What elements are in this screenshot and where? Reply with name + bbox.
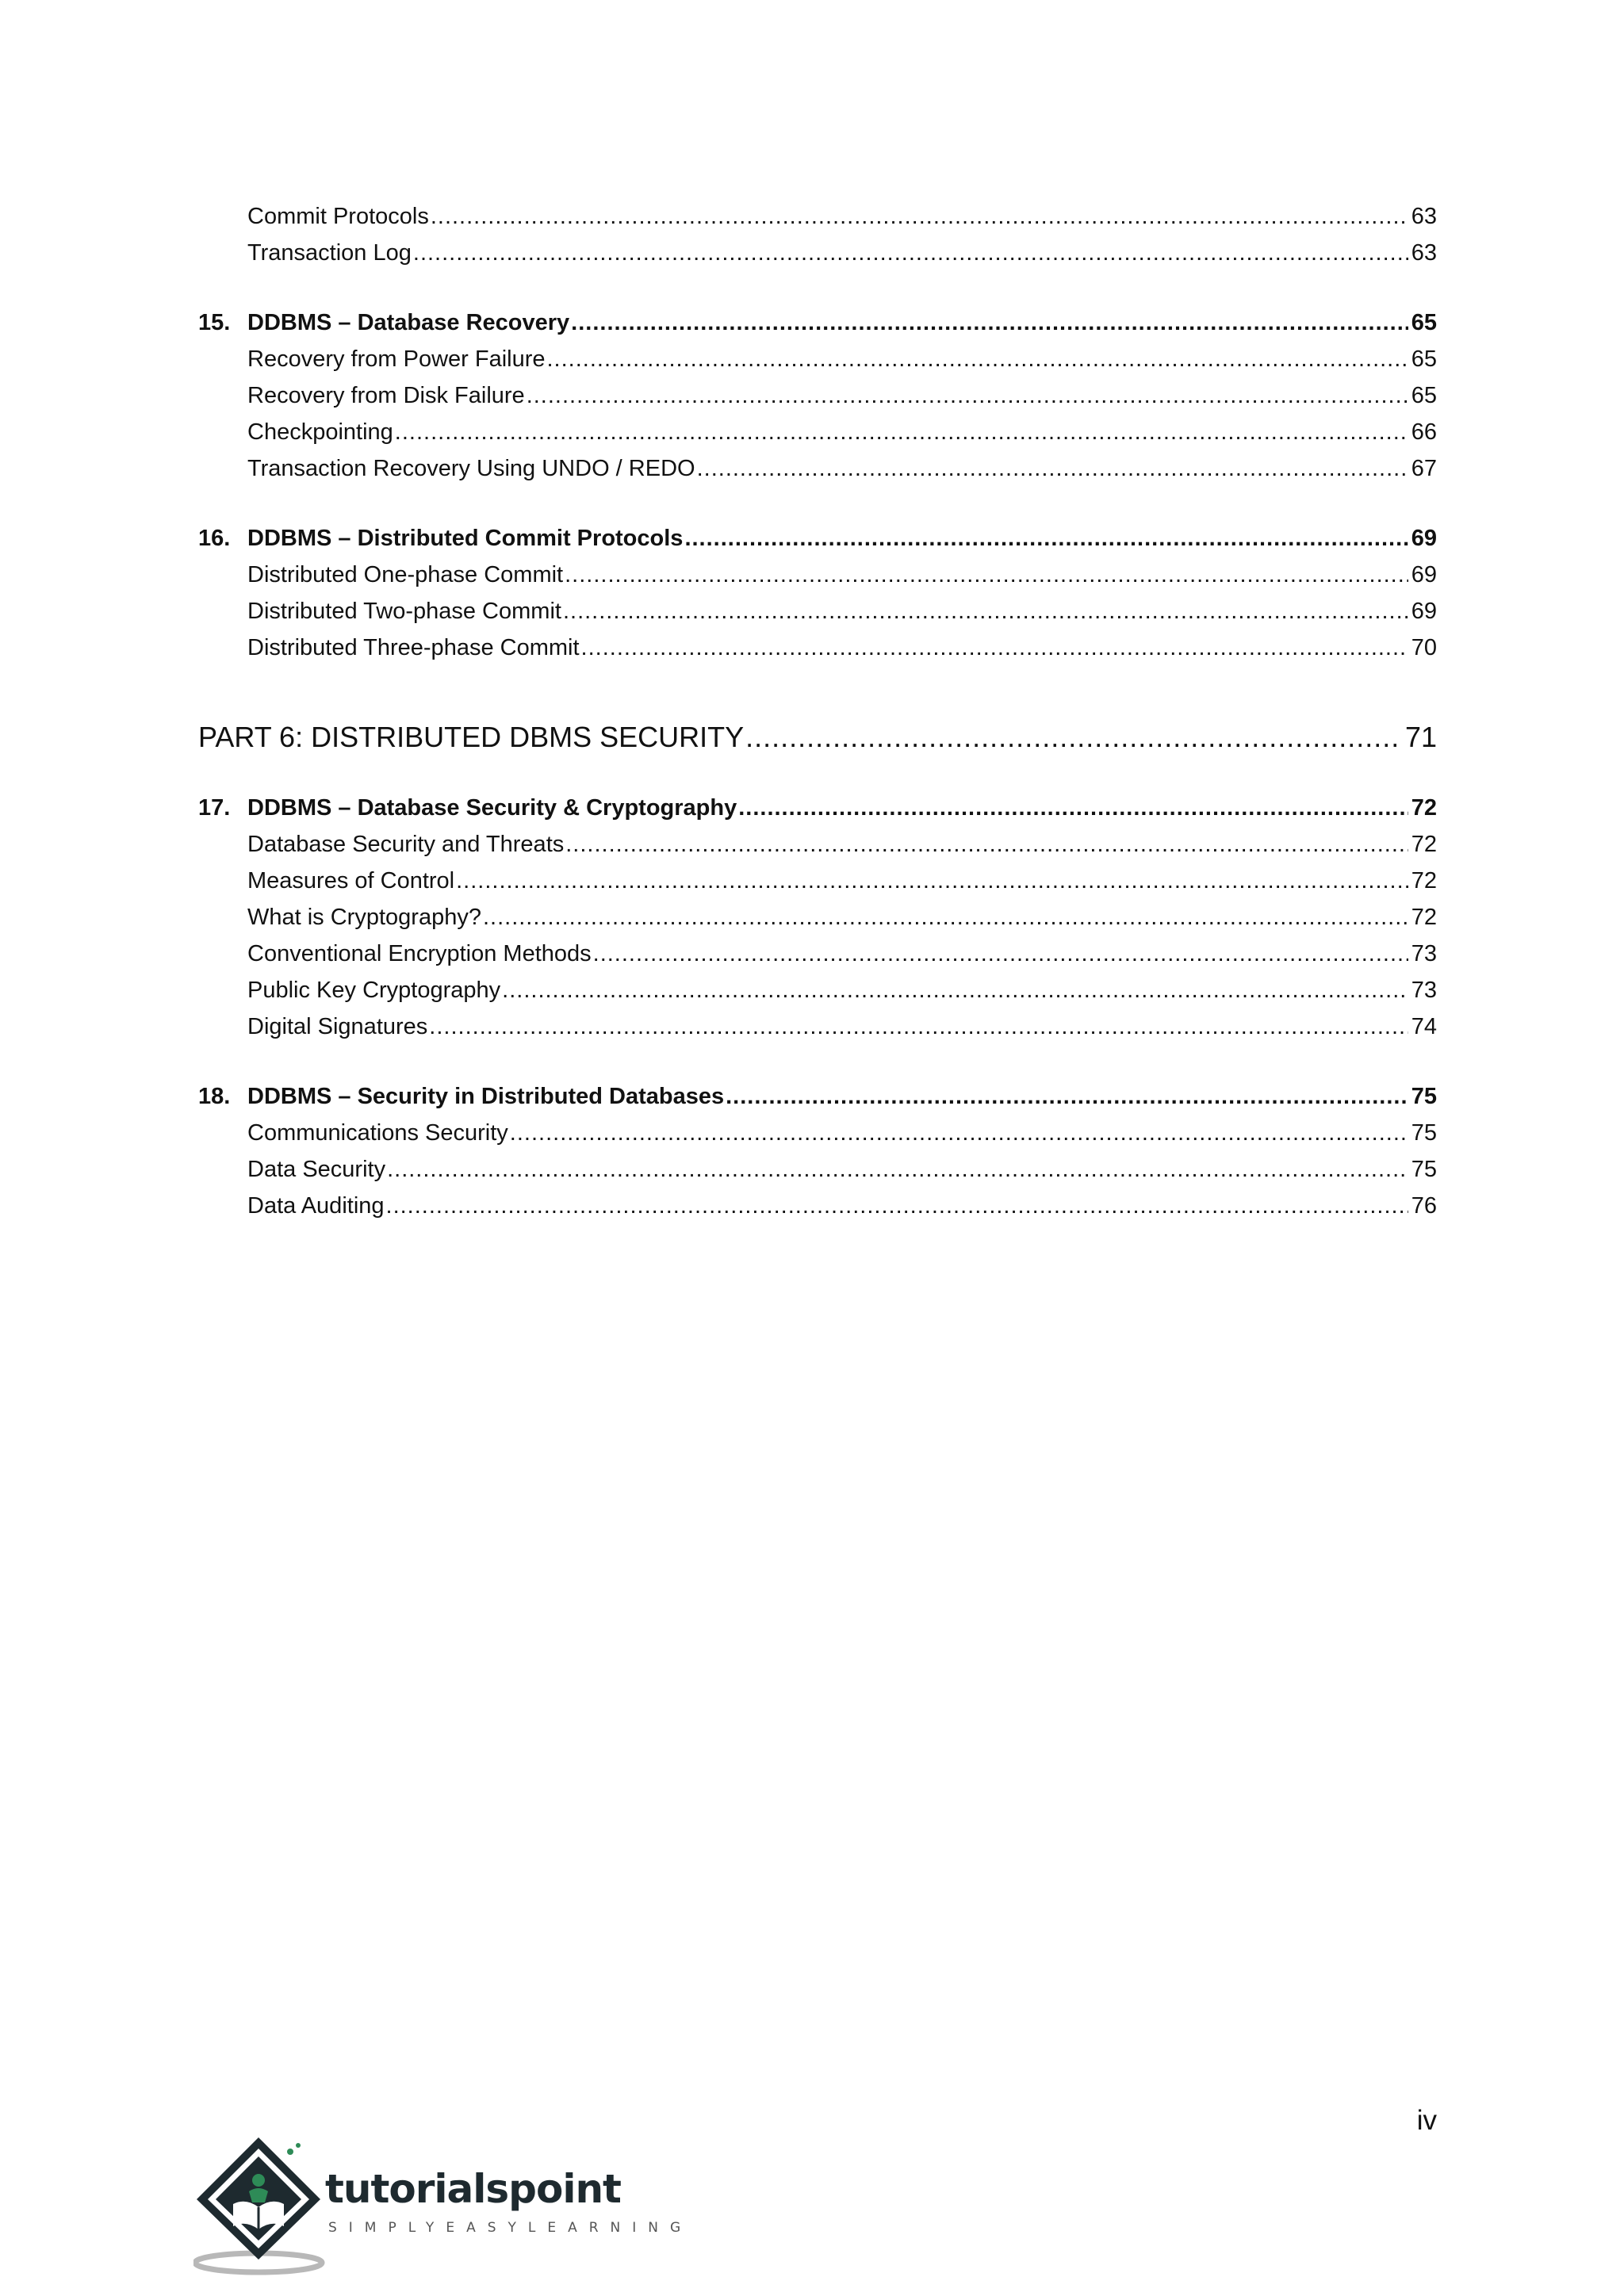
- dot-leader: [581, 629, 1408, 666]
- toc-entry-page: 63: [1411, 204, 1437, 229]
- toc-entry-title: Recovery from Disk Failure: [247, 383, 525, 408]
- toc-entry-title: Recovery from Power Failure: [247, 346, 546, 372]
- dot-leader: [563, 593, 1408, 629]
- toc-entry[interactable]: [198, 1008, 1437, 1045]
- dot-leader: [593, 936, 1408, 972]
- dot-leader: [387, 1151, 1408, 1188]
- toc-entry[interactable]: [198, 899, 1437, 936]
- toc-entry-page: 66: [1411, 419, 1437, 445]
- toc-entry[interactable]: [198, 1188, 1437, 1224]
- toc-entry[interactable]: [198, 450, 1437, 487]
- dot-leader: [456, 863, 1408, 899]
- toc-entry-page: 67: [1411, 456, 1437, 481]
- dot-leader: [502, 972, 1408, 1008]
- toc-entry-page: 63: [1411, 240, 1437, 266]
- toc-entry-title: Public Key Cryptography: [247, 978, 501, 1003]
- toc-entry-page: 76: [1411, 1193, 1437, 1219]
- dot-leader: [565, 826, 1408, 863]
- toc-entry[interactable]: [198, 557, 1437, 593]
- toc-entry[interactable]: [198, 341, 1437, 377]
- toc-entry-page: 72: [1411, 868, 1437, 894]
- toc-entry-title: Data Security: [247, 1157, 386, 1182]
- dot-leader: [738, 790, 1408, 826]
- toc-entry-page: 75: [1411, 1157, 1437, 1182]
- dot-leader: [684, 520, 1408, 557]
- table-of-contents: [198, 198, 1437, 1224]
- toc-chapter-18[interactable]: [198, 1078, 1437, 1115]
- toc-entry-title: Digital Signatures: [247, 1014, 428, 1039]
- toc-entry[interactable]: [198, 593, 1437, 629]
- toc-entry-title: Data Auditing: [247, 1193, 385, 1219]
- toc-entry-title: Commit Protocols: [247, 204, 429, 229]
- toc-entry-title: What is Cryptography?: [247, 905, 481, 930]
- chapter-page: 72: [1411, 795, 1437, 821]
- chapter-title: DDBMS – Distributed Commit Protocols: [247, 526, 684, 551]
- toc-entry[interactable]: [198, 1115, 1437, 1151]
- toc-entry[interactable]: [198, 414, 1437, 450]
- toc-entry[interactable]: [198, 936, 1437, 972]
- toc-entry-title: Communications Security: [247, 1120, 508, 1146]
- toc-entry-page: 72: [1411, 905, 1437, 930]
- dot-leader: [483, 899, 1408, 936]
- toc-entry-commit-protocols[interactable]: [198, 198, 1437, 235]
- page-number: iv: [1416, 2105, 1437, 2136]
- toc-entry-page: 73: [1411, 941, 1437, 966]
- toc-entry-title: Transaction Log: [247, 240, 412, 266]
- dot-leader: [431, 198, 1408, 235]
- dot-leader: [547, 341, 1408, 377]
- chapter-page: 75: [1411, 1084, 1437, 1109]
- chapter-page: 65: [1411, 310, 1437, 335]
- dot-leader: [413, 235, 1408, 271]
- dot-leader: [395, 414, 1408, 450]
- chapter-number: 16.: [198, 526, 231, 551]
- chapter-number: 18.: [198, 1084, 231, 1109]
- toc-entry-page: 65: [1411, 383, 1437, 408]
- toc-chapter-16[interactable]: [198, 520, 1437, 557]
- toc-entry-title: Conventional Encryption Methods: [247, 941, 592, 966]
- logo-text: tutorialspoint: [325, 2166, 621, 2212]
- toc-entry-title: Database Security and Threats: [247, 832, 565, 857]
- dot-leader: [745, 715, 1402, 760]
- part-title: PART 6: DISTRIBUTED DBMS SECURITY: [198, 721, 745, 753]
- toc-entry-transaction-log[interactable]: [198, 235, 1437, 271]
- toc-entry[interactable]: [198, 377, 1437, 414]
- toc-entry-title: Transaction Recovery Using UNDO / REDO: [247, 456, 695, 481]
- chapter-number: 17.: [198, 795, 231, 821]
- dot-leader: [386, 1188, 1408, 1224]
- logo-tagline: SIMPLYEASYLEARNING: [328, 2220, 693, 2236]
- toc-chapter-17[interactable]: [198, 790, 1437, 826]
- toc-entry-title: Measures of Control: [247, 868, 455, 894]
- toc-chapter-15[interactable]: [198, 304, 1437, 341]
- toc-entry-page: 70: [1411, 635, 1437, 660]
- toc-entry-page: 73: [1411, 978, 1437, 1003]
- dot-leader: [429, 1008, 1408, 1045]
- tutorialspoint-logo-icon: [193, 2134, 328, 2277]
- toc-entry-page: 69: [1411, 562, 1437, 587]
- dot-leader: [726, 1078, 1408, 1115]
- toc-entry-page: 69: [1411, 599, 1437, 624]
- toc-entry[interactable]: [198, 972, 1437, 1008]
- toc-entry-page: 75: [1411, 1120, 1437, 1146]
- chapter-number: 15.: [198, 310, 231, 335]
- chapter-title: DDBMS – Database Security & Cryptography: [247, 795, 737, 821]
- dot-leader: [510, 1115, 1408, 1151]
- toc-entry-title: Distributed Two-phase Commit: [247, 599, 561, 624]
- toc-entry[interactable]: [198, 629, 1437, 666]
- toc-entry[interactable]: [198, 863, 1437, 899]
- tutorialspoint-logo: [193, 2134, 693, 2277]
- toc-entry-title: Distributed One-phase Commit: [247, 562, 564, 587]
- toc-entry-page: 74: [1411, 1014, 1437, 1039]
- chapter-page: 69: [1411, 526, 1437, 551]
- toc-entry-title: Checkpointing: [247, 419, 393, 445]
- toc-entry-page: 72: [1411, 832, 1437, 857]
- chapter-title: DDBMS – Security in Distributed Databases: [247, 1084, 725, 1109]
- toc-entry-page: 65: [1411, 346, 1437, 372]
- part-page: 71: [1404, 721, 1437, 753]
- toc-entry-title: Distributed Three-phase Commit: [247, 635, 580, 660]
- dot-leader: [527, 377, 1408, 414]
- toc-entry[interactable]: [198, 826, 1437, 863]
- dot-leader: [697, 450, 1408, 487]
- toc-part-6[interactable]: [198, 715, 1437, 760]
- dot-leader: [565, 557, 1408, 593]
- dot-leader: [571, 304, 1408, 341]
- chapter-title: DDBMS – Database Recovery: [247, 310, 570, 335]
- toc-entry[interactable]: [198, 1151, 1437, 1188]
